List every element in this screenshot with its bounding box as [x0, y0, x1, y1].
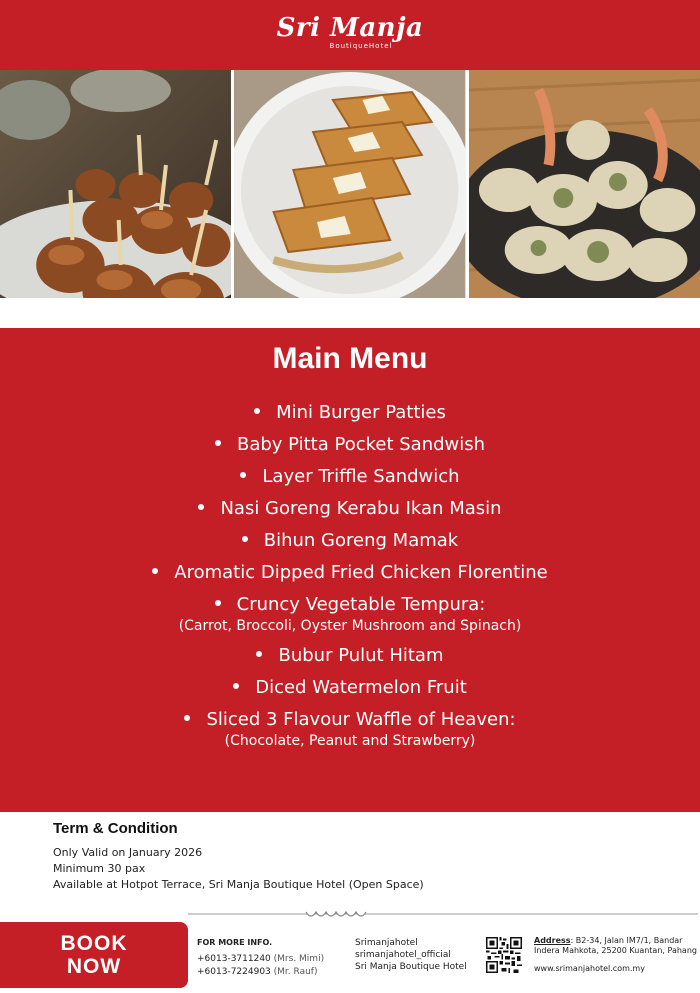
brand-subtitle: BoutiqueHotel: [329, 42, 393, 50]
menu-item: [0, 466, 700, 488]
website-link[interactable]: www.srimanjahotel.com.my: [534, 964, 645, 973]
menu-item: [0, 562, 700, 584]
qr-code-icon[interactable]: [486, 937, 522, 973]
brand-logo: [0, 14, 700, 51]
bullet-icon: [215, 440, 221, 446]
menu-item: [0, 530, 700, 552]
address-block: [534, 936, 700, 974]
social-handle[interactable]: srimanjahotel_official: [355, 950, 451, 960]
footer-divider: [188, 908, 698, 922]
address-line: [534, 936, 700, 956]
bullet-icon: [242, 536, 248, 542]
terms-line: Only Valid on January 2026: [53, 846, 203, 859]
menu-item: [0, 434, 700, 456]
menu-item-note: (Chocolate, Peanut and Strawberry): [224, 733, 476, 749]
bullet-icon: [198, 504, 204, 510]
menu-item: [0, 645, 700, 667]
menu-item: [0, 402, 700, 424]
bullet-icon: [152, 568, 158, 574]
menu-item-name: Nasi Goreng Kerabu Ikan Masin: [220, 498, 502, 519]
phone-contact-1: (Mrs. Mimi): [273, 954, 325, 964]
photo-mini-burgers: [0, 70, 231, 298]
book-now-button[interactable]: [0, 922, 188, 988]
terms-line: Minimum 30 pax: [53, 862, 146, 875]
book-now-line2: NOW: [66, 955, 122, 978]
address-text: : B2-34, Jalan IM7/1, Bandar Indera Mahkota, 25200 Kuantan, Pahang: [534, 936, 697, 955]
contact-info: [197, 936, 324, 979]
food-photo-strip: [0, 70, 700, 298]
phone-contact-2: (Mr. Rauf): [273, 967, 318, 977]
bullet-icon: [215, 600, 221, 606]
main-menu-panel: [0, 328, 700, 812]
bullet-icon: [184, 715, 190, 721]
book-now-line1: BOOK: [60, 932, 128, 955]
photo-waffles: [234, 70, 465, 298]
menu-item-name: Baby Pitta Pocket Sandwish: [236, 434, 486, 455]
phone-line-2: [197, 966, 324, 979]
bullet-icon: [256, 651, 262, 657]
phone-number-1[interactable]: +6013-3711240: [197, 954, 271, 964]
phone-number-2[interactable]: +6013-7224903: [197, 967, 271, 977]
social-handle[interactable]: Srimanjahotel: [355, 938, 418, 948]
phone-line-1: [197, 953, 324, 966]
menu-item: [0, 709, 700, 750]
photo-tempura: [469, 70, 700, 298]
menu-item-name: Aromatic Dipped Fried Chicken Florentine: [174, 562, 548, 583]
menu-item: [0, 677, 700, 699]
menu-list: [0, 402, 700, 750]
menu-item-name: Diced Watermelon Fruit: [255, 677, 467, 698]
address-label: Address: [534, 936, 571, 945]
menu-item-name: Bihun Goreng Mamak: [263, 530, 459, 551]
info-title: FOR MORE INFO.: [197, 938, 273, 947]
bullet-icon: [254, 408, 260, 414]
social-handle[interactable]: Sri Manja Boutique Hotel: [355, 962, 467, 972]
bullet-icon: [233, 683, 239, 689]
menu-title: Main Menu: [272, 342, 428, 375]
menu-item: [0, 594, 700, 635]
terms-line: Available at Hotpot Terrace, Sri Manja Boutique Hotel (Open Space): [53, 878, 424, 891]
menu-item-name: Cruncy Vegetable Tempura:: [236, 594, 486, 615]
header-bar: [0, 0, 700, 70]
terms-section: [53, 820, 653, 893]
terms-title: Term & Condition: [53, 820, 178, 837]
menu-item-name: Mini Burger Patties: [276, 402, 446, 423]
menu-item: [0, 498, 700, 520]
menu-item-name: Bubur Pulut Hitam: [278, 645, 444, 666]
menu-item-name: Layer Triffle Sandwich: [262, 466, 460, 487]
bullet-icon: [240, 472, 246, 478]
menu-item-name: Sliced 3 Flavour Waffle of Heaven:: [206, 709, 516, 730]
menu-item-note: (Carrot, Broccoli, Oyster Mushroom and Spinach): [178, 618, 522, 634]
social-handles: [355, 937, 467, 973]
brand-name: Sri Manja: [276, 13, 424, 43]
